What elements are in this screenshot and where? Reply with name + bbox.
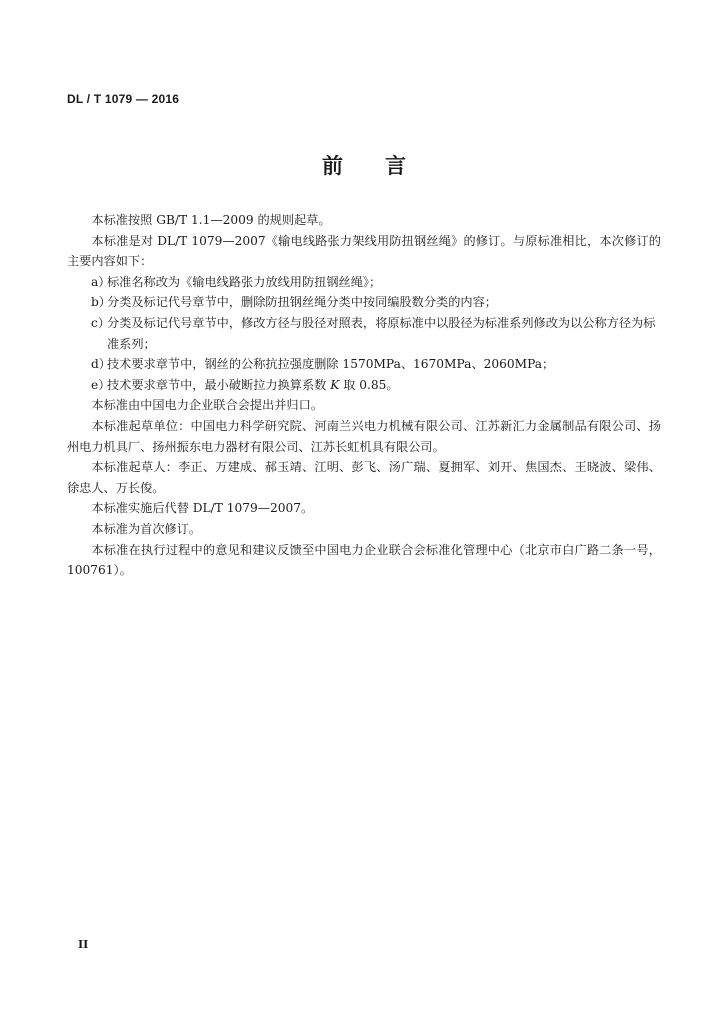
list-item-text: 分类及标记代号章节中，修改方径与股径对照表，将原标准中以股径为标准系列修改为以公称方径为标准系列； <box>107 315 656 351</box>
document-body <box>67 210 661 581</box>
list-item-label: a） <box>91 274 111 289</box>
list-item-label: e） <box>91 377 111 392</box>
paragraph-drafting-units: 本标准起草单位：中国电力科学研究院、河南兰兴电力机械有限公司、江苏新汇力金属制品有限公司、扬州电力机具厂、扬州振东电力器材有限公司、江苏长虹机具有限公司。 <box>67 418 661 454</box>
list-item-text-before: 技术要求章节中，最小破断拉力换算系数 <box>107 377 331 392</box>
paragraph-revision-intro: 本标准是对 DL/T 1079—2007《输电线路张力架线用防扭钢丝绳》的修订。与原标准相比，本次修订的主要内容如下： <box>67 233 661 269</box>
list-item <box>67 272 661 293</box>
paragraph-drafters: 本标准起草人：李正、万建成、郝玉靖、江明、彭飞、汤广瑞、夏拥军、刘开、焦国杰、王晓波、梁伟、徐忠人、万长俊。 <box>67 460 661 495</box>
page-number: II <box>78 938 89 951</box>
title-char-1: 前 <box>322 153 343 178</box>
title-char-2: 言 <box>385 153 406 178</box>
paragraph-drafting-rules: 本标准按照 GB/T 1.1—2009 的规则起草。 <box>91 213 331 227</box>
list-item-label: c） <box>91 315 111 330</box>
list-item-text: 标准名称改为《输电线路张力放线用防扭钢丝绳》； <box>107 274 382 289</box>
list-item-label: b） <box>91 295 111 310</box>
paragraph-proposer: 本标准由中国电力企业联合会提出并归口。 <box>91 398 323 413</box>
page-title <box>0 150 728 180</box>
list-item-text: 技术要求章节中，钢丝的公称抗拉强度删除 1570MPa、1670MPa、2060MPa； <box>107 357 555 372</box>
list-item-text-after: 取 0.85。 <box>339 377 399 392</box>
list-item <box>67 313 661 354</box>
paragraph-replaces: 本标准实施后代替 DL/T 1079—2007。 <box>91 501 314 516</box>
list-item-label: d） <box>91 357 111 372</box>
document-code: DL / T 1079 — 2016 <box>67 92 180 106</box>
list-item-text: 分类及标记代号章节中，删除防扭钢丝绳分类中按同编股数分类的内容； <box>107 295 497 310</box>
list-item <box>67 354 661 375</box>
k-symbol: K <box>330 377 340 392</box>
list-item <box>67 292 661 313</box>
paragraph-feedback: 本标准在执行过程中的意见和建议反馈至中国电力企业联合会标准化管理中心（北京市白广路二条一号，100761）。 <box>67 542 661 578</box>
list-item <box>67 375 661 396</box>
paragraph-first-revision: 本标准为首次修订。 <box>91 521 202 536</box>
